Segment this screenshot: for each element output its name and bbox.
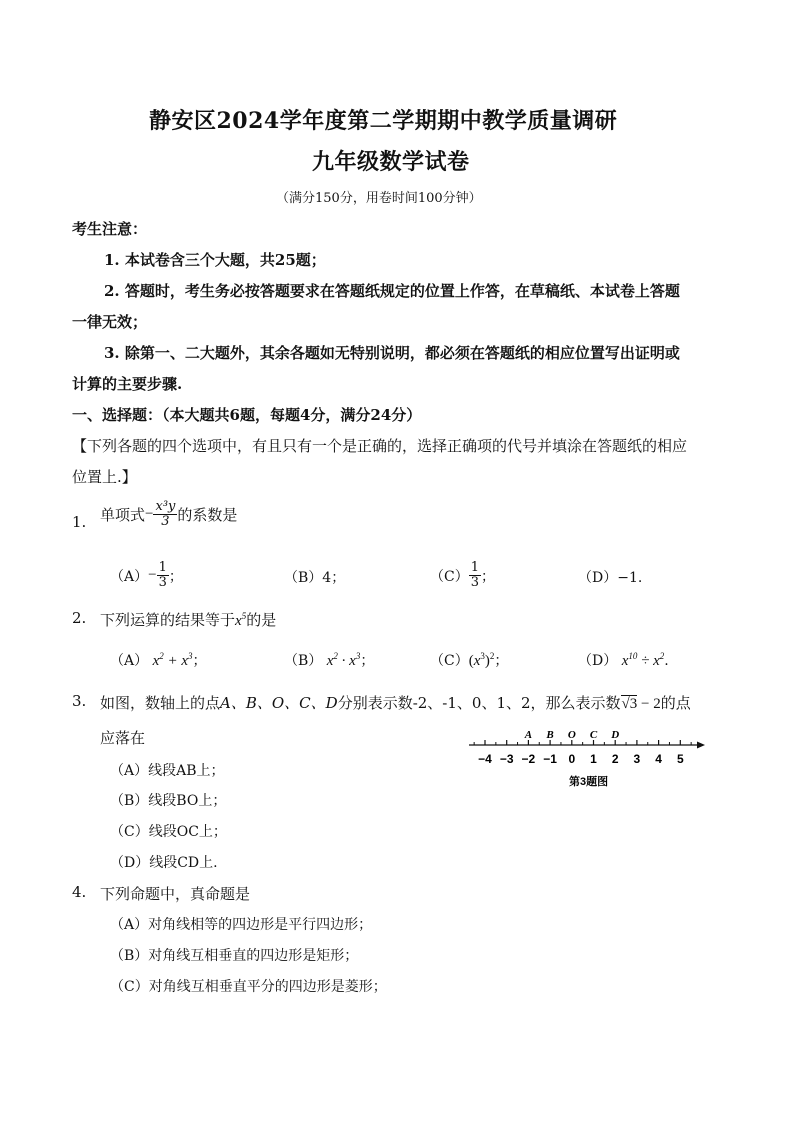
number-line-figure xyxy=(465,722,710,792)
q1-option-c: （C） $\frac{1}{3}$ ； xyxy=(430,560,495,590)
number-line-tick-label: −2 xyxy=(521,752,536,766)
number-line-point-label: A xyxy=(524,729,533,741)
section-1-instruction: 【下列各题的四个选项中，有且只有一个是正确的，选择正确项的代号并填涂在答题纸的相应 xyxy=(72,437,688,455)
number-line-tick-label: 5 xyxy=(676,752,684,766)
q4-option-a: （A）对角线相等的四边形是平行四边形； xyxy=(110,917,373,933)
q3-option-c: （C）线段OC上； xyxy=(110,824,227,840)
number-line-tick-label: −3 xyxy=(499,752,514,766)
number-line-tick-label: 2 xyxy=(611,752,619,766)
q1-option-b: （B）4； xyxy=(284,570,346,586)
q2-option-a: （A） $x^2 + x^3$； xyxy=(110,651,207,669)
notice-item-2: 2. 答题时，考生务必按答题要求在答题纸规定的位置上作答，在草稿纸、本试卷上答题 xyxy=(104,282,680,300)
q4-number: 4. xyxy=(72,883,87,901)
q4-option-b: （B）对角线互相垂直的四边形是矩形； xyxy=(110,948,359,964)
exam-title: 静安区2024学年度第二学期期中教学质量调研 xyxy=(149,108,618,134)
number-line-arrow xyxy=(697,742,705,749)
exam-note: （满分150分，用卷时间100分钟） xyxy=(276,191,482,206)
notice-item-1: 1. 本试卷含三个大题，共25题； xyxy=(104,251,326,269)
q4-option-c: （C）对角线互相垂直平分的四边形是菱形； xyxy=(110,979,387,995)
number-line-point-label: O xyxy=(567,729,576,741)
figure-caption: 第3题图 xyxy=(569,776,609,788)
notice-item-2-cont: 一律无效； xyxy=(72,313,148,331)
number-line-tick-label: 1 xyxy=(590,752,597,766)
notice-heading: 考生注意： xyxy=(72,220,148,238)
q3-option-d: （D）线段CD上. xyxy=(110,855,218,871)
q1-number: 1. xyxy=(72,513,87,531)
exam-subtitle: 九年级数学试卷 xyxy=(312,149,470,175)
q3-number: 3. xyxy=(72,692,87,710)
notice-item-3: 3. 除第一、二大题外，其余各题如无特别说明，都必须在答题纸的相应位置写出证明或 xyxy=(104,344,680,362)
notice-item-3-cont: 计算的主要步骤. xyxy=(72,375,183,393)
number-line-tick-label: 0 xyxy=(568,752,576,766)
q1-option-a: （A） − $\frac{1}{3}$ ； xyxy=(110,560,183,590)
q3-option-a: （A）线段AB上； xyxy=(110,763,225,779)
number-line-tick-label: −4 xyxy=(478,752,492,766)
q1-option-d: （D）−1. xyxy=(578,570,643,586)
q3-stem: 如图，数轴上的点A、B、O、C、D分别表示数-2、-1、0、1、2，那么表示数√3 − 2的点 xyxy=(100,694,691,712)
q2-option-d: （D） $x^{10} \div x^2$. xyxy=(578,651,669,669)
q2-option-c: $(C)(x^3)^2$； xyxy=(430,651,509,669)
q2-stem: 下列运算的结果等于$x^5$的是 xyxy=(100,611,277,629)
q3-stem-cont: 应落在 xyxy=(100,729,146,747)
q2-number: 2. xyxy=(72,609,87,627)
number-line-tick-label: 3 xyxy=(633,752,641,766)
section-1-instruction-cont: 位置上.】 xyxy=(72,468,137,486)
number-line-point-label: D xyxy=(611,729,620,741)
q2-option-b: （B） $x^2 \cdot x^3$； xyxy=(284,651,375,669)
number-line-point-label: B xyxy=(546,729,554,741)
q1-stem: 单项式 − $\frac{\text{x³y}}{3}$ 的系数是 xyxy=(100,499,238,529)
number-line-point-label: C xyxy=(589,729,598,741)
q1-fraction: $\frac{\text{x³y}}{3}$ xyxy=(155,499,176,529)
q4-stem: 下列命题中，真命题是 xyxy=(100,885,251,903)
number-line-tick-label: 4 xyxy=(655,752,662,766)
number-line-tick-label: −1 xyxy=(543,752,557,766)
section-1-heading: 一、选择题：（本大题共6题，每题4分，满分24分） xyxy=(72,406,422,424)
q3-option-b: （B）线段BO上； xyxy=(110,793,227,809)
